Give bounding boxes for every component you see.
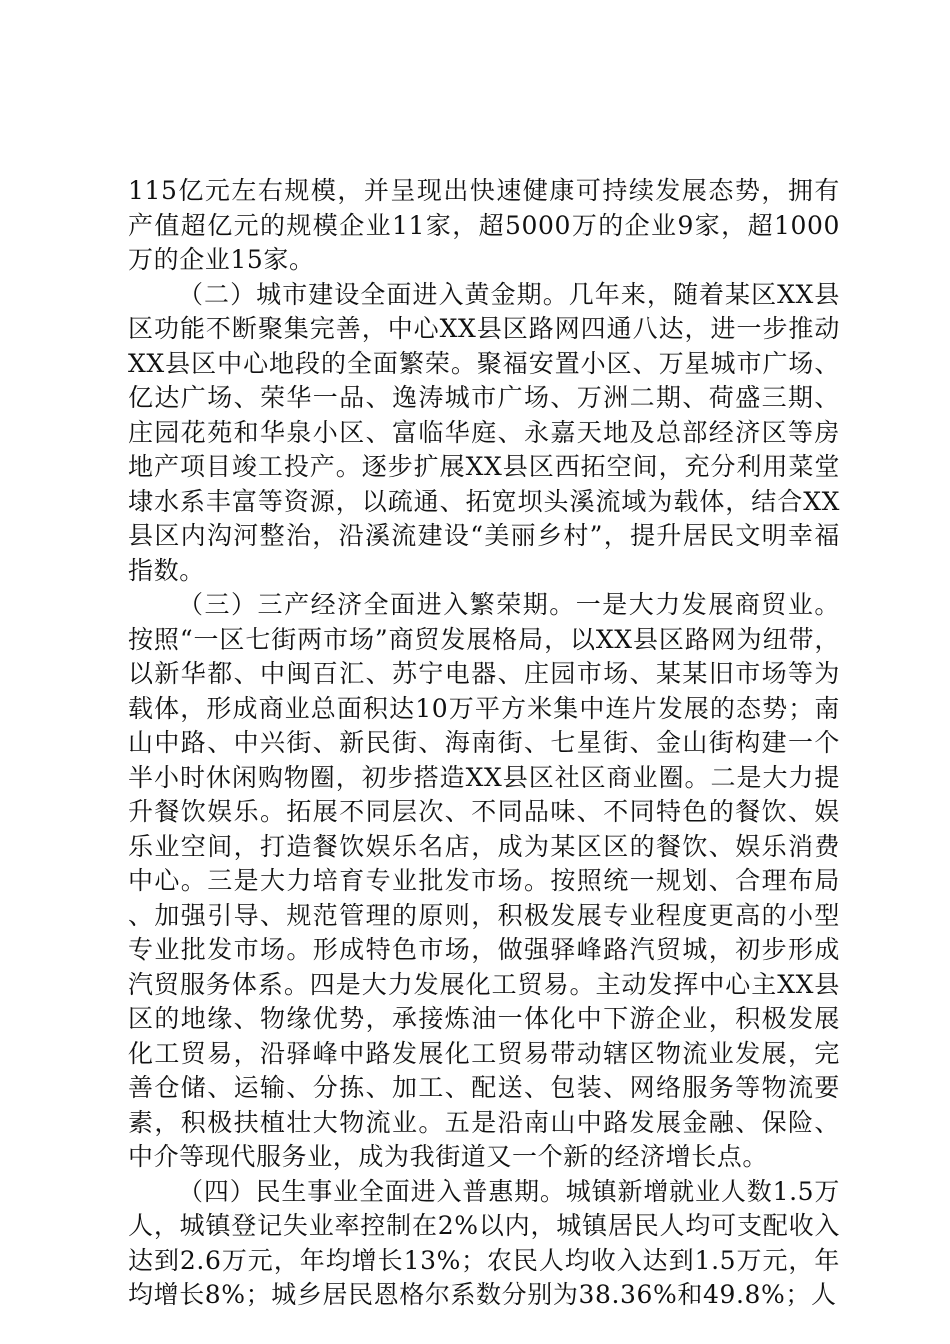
- paragraph-tertiary-economy: （三）三产经济全面进入繁荣期。一是大力发展商贸业。按照“一区七街两市场”商贸发展格局，以XX县区路网为纽带，以新华都、中闽百汇、苏宁电器、庄园市场、某某旧市场等为载体，形成商业总面积达10万平方米集中连片发展的态势；南山中路、中兴街、新民街、海南街、七星街、金山街构建一个半小时休闲购物圈，初步搭造XX县区社区商业圈。二是大力提升餐饮娱乐。拓展不同层次、不同品味、不同特色的餐饮、娱乐业空间，打造餐饮娱乐名店，成为某区区的餐饮、娱乐消费中心。三是大力培育专业批发市场。按照统一规划、合理布局、加强引导、规范管理的原则，积极发展专业程度更高的小型专业批发市场。形成特色市场，做强驿峰路汽贸城，初步形成汽贸服务体系。四是大力发展化工贸易。主动发挥中心主XX县区的地缘、物缘优势，承接炼油一体化中下游企业，积极发展化工贸易，沿驿峰中路发展化工贸易带动辖区物流业发展，完善仓储、运输、分拣、加工、配送、包装、网络服务等物流要素，积极扶植壮大物流业。五是沿南山中路发展金融、保险、中介等现代服务业，成为我街道又一个新的经济增长点。: [128, 590, 840, 1171]
- document-body: [128, 174, 840, 1313]
- paragraph-urban-construction: （二）城市建设全面进入黄金期。几年来，随着某区XX县区功能不断聚集完善，中心XX县区路网四通八达，进一步推动XX县区中心地段的全面繁荣。聚福安置小区、万星城市广场、亿达广场、荣华一品、逸涛城市广场、万洲二期、荷盛三期、庄园花苑和华泉小区、富临华庭、永嘉天地及总部经济区等房地产项目竣工投产。逐步扩展XX县区西拓空间，充分利用菜堂埭水系丰富等资源，以疏通、拓宽坝头溪流域为载体，结合XX县区内沟河整治，沿溪流建设“美丽乡村”，提升居民文明幸福指数。: [128, 279, 840, 585]
- paragraph-scale-summary: 115亿元左右规模，并呈现出快速健康可持续发展态势，拥有产值超亿元的规模企业11家，超5000万的企业9家，超1000万的企业15家。: [128, 176, 840, 274]
- paragraph-livelihood: （四）民生事业全面进入普惠期。城镇新增就业人数1.5万人，城镇登记失业率控制在2%以内，城镇居民人均可支配收入达到2.6万元，年均增长13%；农民人均收入达到1.5万元，年均增长8%；城乡居民恩格尔系数分别为38.36%和49.8%；人: [128, 1176, 840, 1309]
